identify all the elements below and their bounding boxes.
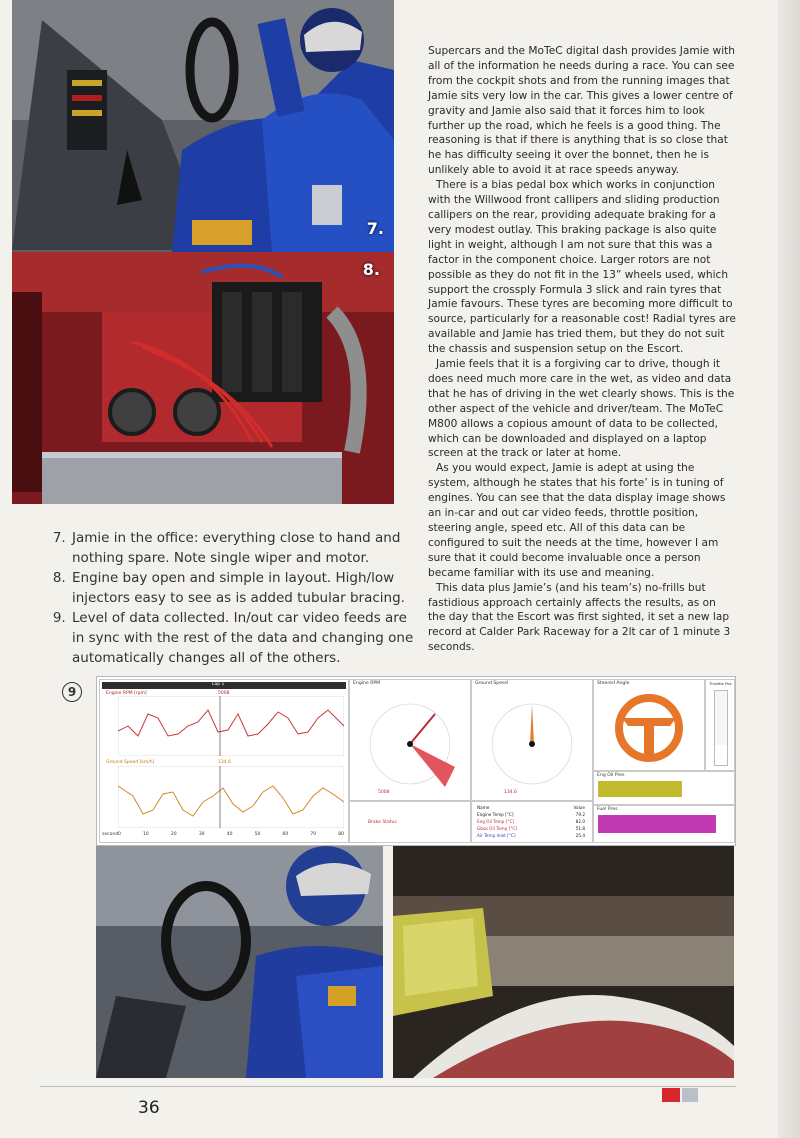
- x-tick: 10: [143, 832, 149, 837]
- throttle-title: Throttle Pos: [709, 681, 732, 686]
- caption-item: 8. Engine bay open and simple in layout. High/low injectors easy to see as is added tubular bracing.: [70, 568, 420, 608]
- x-tick: 20: [170, 832, 177, 837]
- cockpit-photo-art: [12, 0, 394, 252]
- body-paragraph: There is a bias pedal box which works in conjunction with the Willwood front callipers and sliding production callipers on the rear, providing adequate braking for a very modest outlay. This braking package is also quite light in weight, although I am not sure that this was a factor in the component choice. Larger rotors are not possible as they do not fit in the 13” wheels used, which support the crossply Formula 3 slick and rain tyres that Jamie favours. These tyres are becoming more difficult to source, particularly for a reasonable cost! Radial tyres are available and Jamie has tried them, but they do not suit the chassis and suspension setup on the Escort.: [428, 179, 736, 356]
- table-cell: Eng Oil Temp [°C]: [477, 819, 515, 824]
- trace-pane: [99, 679, 349, 843]
- table-row: [476, 811, 586, 818]
- x-axis-ticks: [118, 832, 344, 837]
- table-row: [476, 832, 586, 839]
- table-cell: Engine Temp [°C]: [477, 812, 514, 817]
- in-car-video-still: [96, 846, 383, 1078]
- x-tick: 0: [118, 832, 121, 837]
- speed-cursor-value: 134.6: [218, 760, 231, 765]
- figure-8-label: 8.: [362, 260, 380, 279]
- table-cell: 79.2: [575, 812, 585, 817]
- throttle-bar: [714, 690, 728, 766]
- steering-wheel-graphic: [610, 688, 688, 766]
- photo-captions-list: [48, 528, 420, 668]
- engine-bay-photo-art: [12, 252, 394, 504]
- in-car-video-art: [96, 846, 383, 1078]
- fuel-pres-bar: [598, 815, 716, 833]
- out-car-video-art: [393, 846, 734, 1078]
- table-cell: Air Temp Inlet [°C]: [477, 833, 516, 838]
- table-cell: 25.4: [575, 833, 585, 838]
- ground-speed-readout: 134.6: [504, 790, 517, 795]
- x-tick: 50: [254, 832, 261, 837]
- eng-oil-pres-pane: [593, 771, 735, 805]
- brake-status-label: Brake Status: [368, 820, 397, 825]
- engine-bay-photo: [12, 252, 394, 504]
- x-tick: 80: [338, 832, 344, 837]
- body-paragraph: This data plus Jamie’s (and his team’s) no-frills but fastidious approach certainly affects the results, as on the day that the Escort was first sighted, it set a new lap record at Calder Park Raceway for a 2lt car of 1 minute 3 seconds.: [428, 581, 731, 654]
- engine-rpm-gauge-pane: [349, 679, 471, 801]
- out-car-video-still: [393, 846, 734, 1078]
- rpm-trace: [118, 696, 344, 756]
- body-paragraph: Jamie feels that it is a forgiving car to drive, though it does need much more care in the wet, as video and data that he has of driving in the wet clearly shows. This is the other aspect of the vehicle and driver/team. The MoTeC M800 allows a copious amount of data to be collected, which can be downloaded and displayed on a laptop screen at the track or later at home.: [428, 358, 735, 460]
- steered-angle-title: Steered Angle: [597, 681, 630, 686]
- lap-label: Lap 1: [212, 682, 225, 687]
- lap-bar: [102, 682, 346, 689]
- ground-speed-title: Ground Speed: [475, 681, 508, 686]
- rpm-cursor-value: 5008: [218, 691, 230, 696]
- engine-rpm-readout: 5008: [378, 790, 390, 795]
- data-logger-screenshot: [96, 676, 736, 846]
- caption-item: 7. Jamie in the office: everything close to hand and nothing spare. Note single wiper and motor.: [70, 528, 420, 568]
- x-tick: 30: [198, 832, 205, 837]
- fuel-pres-pane: [593, 805, 735, 843]
- speed-trace-label: Ground Speed [km/h]: [106, 760, 155, 765]
- engine-rpm-title: Engine RPM: [353, 681, 381, 686]
- table-header: Name: [477, 805, 490, 810]
- page-spine-shadow: [778, 0, 800, 1138]
- throttle-pane: [705, 679, 735, 771]
- x-tick: 40: [226, 832, 233, 837]
- ground-speed-gauge-pane: [471, 679, 593, 801]
- table-header: Value: [573, 805, 585, 810]
- table-row: [476, 825, 586, 832]
- table-cell: Gbox Oil Temp [°C]: [477, 826, 517, 831]
- ground-speed-dial: [482, 692, 582, 792]
- page-number: 36: [138, 1098, 160, 1118]
- body-paragraph: Supercars and the MoTeC digital dash provides Jamie with all of the information he needs during a race. You can see from the cockpit shots and from the running images that Jamie sits very low in the car. This gives a lower centre of gravity and Jamie also said that it forces him to look further up the road, which he feels is a good thing. The reasoning is that if there is anything that is so close that he has difficulty seeing it over the bonnet, then he is unlikely able to avoid it at race speeds anyway.: [428, 45, 736, 177]
- x-tick: 70: [310, 832, 317, 837]
- footer-rule: [40, 1086, 736, 1087]
- figure-9-badge: 9: [62, 682, 82, 702]
- x-tick: 60: [282, 832, 289, 837]
- temps-table-pane: [471, 801, 593, 843]
- eng-oil-pres-bar: [598, 781, 682, 797]
- section-tab-grey: [682, 1088, 698, 1102]
- table-cell: 51.8: [575, 826, 585, 831]
- figure-7-label: 7.: [366, 219, 384, 238]
- engine-rpm-dial: [360, 692, 460, 792]
- section-tab-red: [662, 1088, 680, 1102]
- body-paragraph: As you would expect, Jamie is adept at using the system, although he states that his forte’ is in tuning of engines. You can see that the data display image shows an in-car and out car video feeds, throttle position, steering angle, speed etc. All of this data can be configured to suit the needs at the time, however I am sure that it could become invaluable once a person became familiar with its use and meaning.: [428, 462, 726, 579]
- fuel-pres-title: Fuel Pres: [597, 807, 618, 812]
- x-axis-label: second: [102, 832, 119, 837]
- temps-table: [476, 804, 586, 839]
- table-row: [476, 818, 586, 825]
- cockpit-photo: [12, 0, 394, 252]
- steered-angle-pane: [593, 679, 705, 771]
- rpm-trace-label: Engine RPM [rpm]: [106, 691, 147, 696]
- article-body: [428, 44, 736, 655]
- brake-status-pane: [349, 801, 471, 843]
- speed-trace: [118, 766, 344, 828]
- eng-oil-pres-title: Eng Oil Pres: [597, 773, 625, 778]
- caption-item: 9. Level of data collected. In/out car video feeds are in sync with the rest of the data and changing one automatically changes all of the others.: [70, 608, 420, 668]
- table-cell: 82.0: [575, 819, 585, 824]
